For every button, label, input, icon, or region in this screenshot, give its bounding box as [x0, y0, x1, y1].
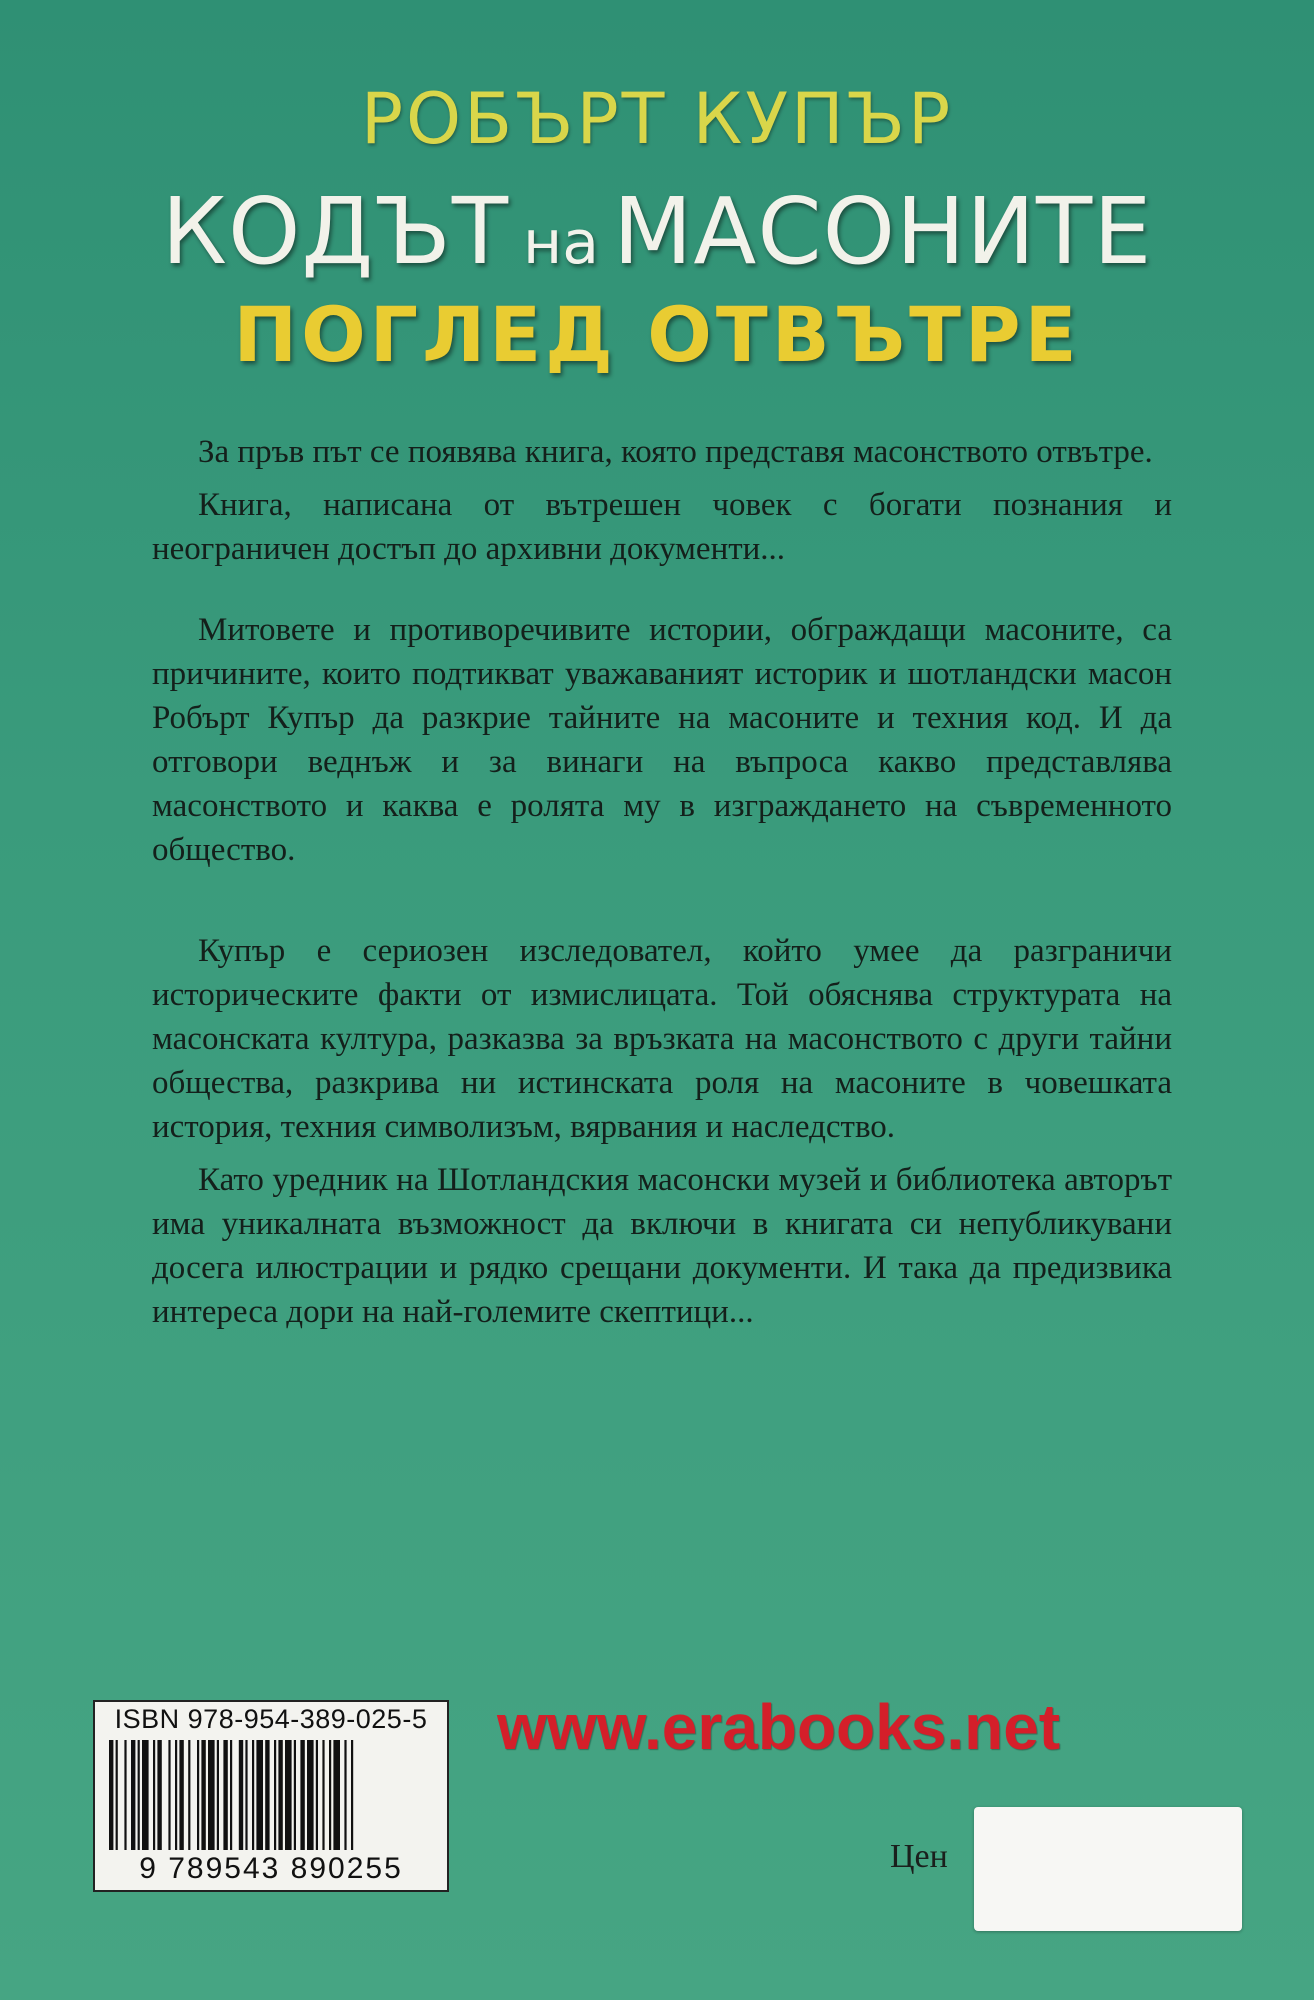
isbn-number: ISBN 978-954-389-025-5: [114, 1704, 428, 1734]
author-name: РОБЪРТ КУПЪР: [360, 78, 954, 160]
book-subtitle: ПОГЛЕД ОТВЪТРЕ: [233, 290, 1081, 379]
blurb: [152, 430, 1172, 1334]
blurb-paragraph-2: Книга, написана от вътрешен човек с богати познания и неограничен достъп до архивни документи...: [152, 487, 1172, 567]
blurb-paragraph-4: Купър е сериозен изследовател, който умее да разграничи историческите факти от измислицата. Той обяснява структурата на масонската култура, разказва за връзката на масонството с други тайни общества, разкрива ни истинската роля на масоните в човешката история, техния символизъм, вярвания и наследство.: [152, 933, 1172, 1145]
barcode-digits: 9 789543 890255: [139, 1852, 403, 1885]
blurb-paragraph-3: Митовете и противоречивите истории, обграждащи масоните, са причините, които подтикват уважаваният историк и шотландски масон Робърт Купър да разкрие тайните на масоните и техния код. И да отговори веднъж и за винаги на въпроса какво представлява масонството и каква е ролята му в изграждането на съвременното общество.: [152, 612, 1172, 868]
isbn-barcode: [93, 1700, 449, 1892]
blurb-paragraph-5: Като уредник на Шотландския масонски музей и библиотека авторът има уникалната възможност да включи в книгата си непубликувани досега илюстрации и рядко срещани документи. И така да предизвика интереса дори на най-големите скептици...: [152, 1162, 1172, 1330]
title-part-1: КОДЪТ: [161, 178, 510, 285]
title-part-2: МАСОНИТЕ: [613, 178, 1153, 285]
title-connector: на: [523, 208, 600, 278]
price-label: Цен: [890, 1838, 948, 1875]
publisher-website: www.erabooks.net: [497, 1691, 1061, 1763]
book-title: [0, 178, 1314, 285]
blurb-paragraph-1: За пръв път се появява книга, която представя масонството отвътре.: [198, 434, 1153, 470]
barcode-bars: [105, 1740, 437, 1850]
price-sticker: [974, 1807, 1242, 1931]
